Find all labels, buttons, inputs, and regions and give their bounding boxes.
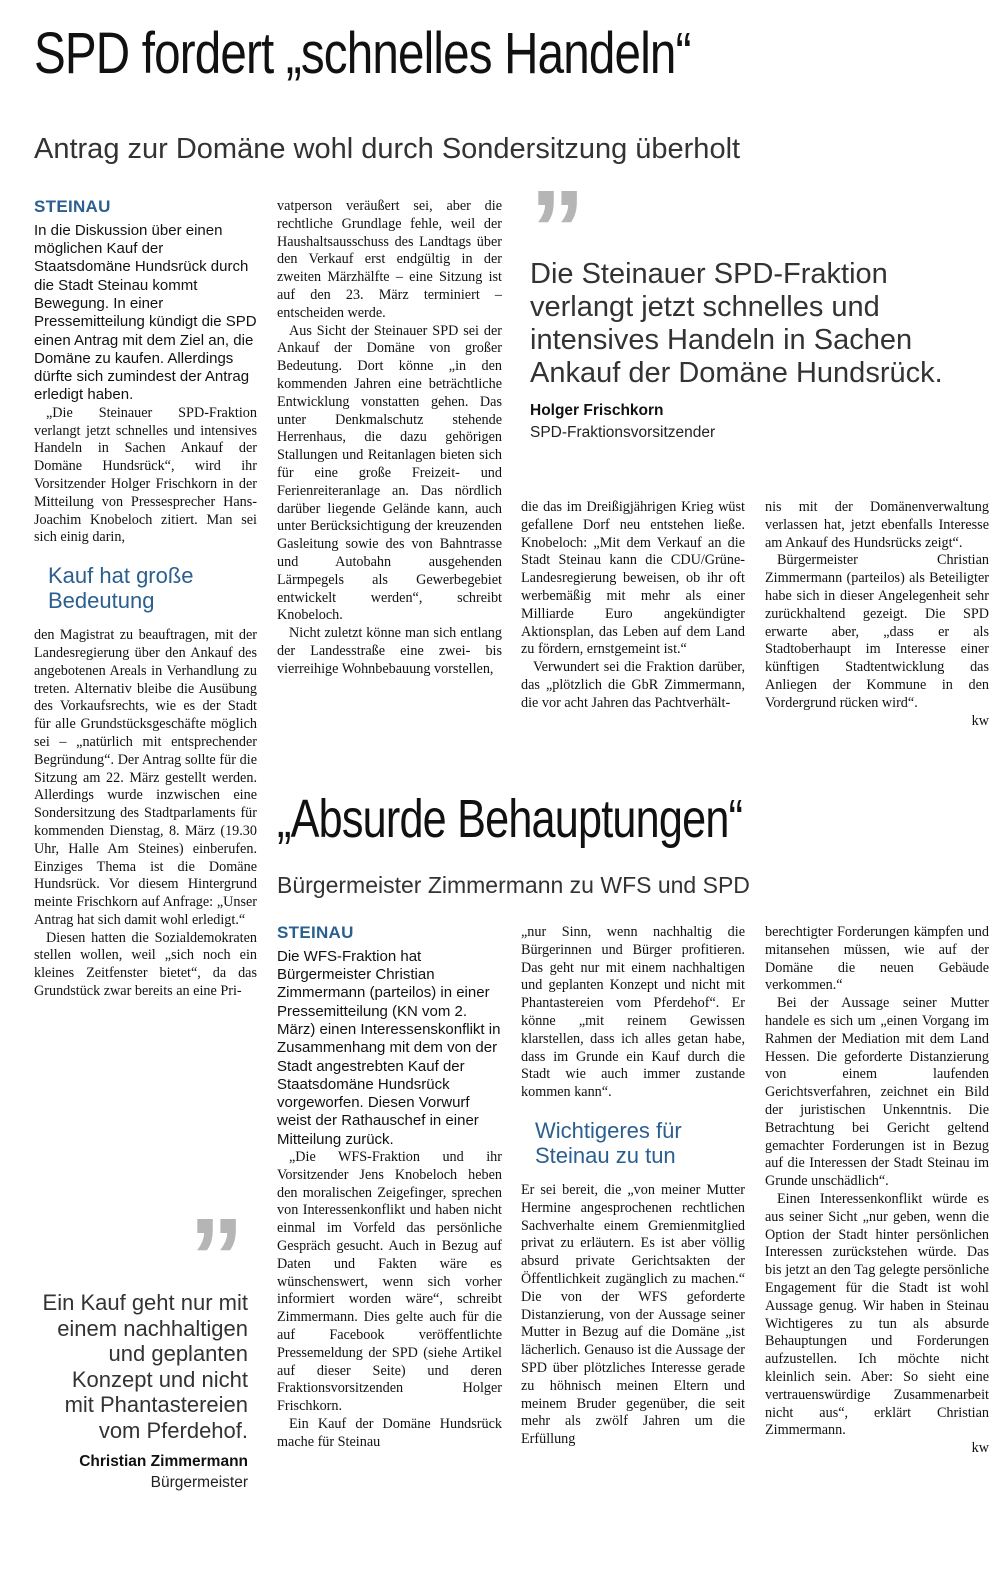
article2-col3-paragraph: berechtigter Forderungen kämpfen und mitansehen müssen, wie auf der Domäne die neuen Gebäude verkommen.“ [765, 924, 989, 994]
article1-col2-paragraph: vatperson veräußert sei, aber die rechtliche Grundlage fehle, weil der Haushaltsausschuss des Landtags über den Verkauf erst endgültig in der zweiten Märzhälfte – eine Sitzung ist auf den 23. März terminiert – entscheiden werde. [277, 198, 502, 321]
article2-column-2 [521, 924, 745, 1449]
article1-col2-paragraph: Nicht zuletzt könne man sich entlang der Landesstraße eine zwei- bis vierreihige Wohnbebauung vorstellen, [277, 625, 502, 677]
article2-headline: „Absurde Behauptungen“ [277, 789, 743, 849]
article2-col2-paragraph: „nur Sinn, wenn nachhaltig die Bürgerinnen und Bürger profitieren. Das geht nur mit einem nachhaltigen und geplanten Konzept und nicht mit Phantastereien vom Pferdehof“. Er könne „mit reinem Gewissen klarstellen, dass ich alles getan habe, dass im Grunde ein Kauf durch die Stadt wie auch immer zustande kommen kann“. [521, 924, 745, 1101]
article2-quote-text: Ein Kauf geht nur mit einem nachhaltigen und geplanten Konzept und nicht mit Phantastereien vom Pferdehof. [42, 1290, 248, 1443]
article2-col1-paragraph: „Die WFS-Fraktion und ihr Vorsitzender Jens Knobeloch heben den moralischen Zeigefinger, sprechen von Interessenkonflikt und haben nicht einmal im Vorfeld das persönliche Gespräch gesucht. Auch in Bezug auf Daten und Fakten wäre es wünschenswert, wenn sich vorher informiert worden wäre“, schreibt Zimmermann. Dies gelte auch für die auf Facebook veröffentlichte Pressemeldung der SPD (siehe Artikel auf dieser Seite) und deren Fraktionsvorsitzenden Holger Frischkorn. [277, 1149, 502, 1415]
article2-signature: kw [971, 1440, 989, 1457]
article1-pull-quote [530, 168, 970, 442]
article1-col3-paragraph: die das im Dreißigjährigen Krieg wüst gefallene Dorf neu entstehen ließe. Knobeloch: „Mit dem Verkauf an die Stadt Steinau kann die CDU/Grüne-Landesregierung beweisen, ob ihr oft werbemäßig mit mehr als einer Milliarde Euro angekündigter Aktionsplan, das Leben auf dem Land zu fördern, ernstgemeint ist.“ [521, 499, 745, 658]
article2-dateline: STEINAU [277, 923, 354, 942]
article2-quote-author: Christian Zimmermann [79, 1453, 248, 1470]
article1-column-1 [34, 198, 257, 1001]
article1-col2-paragraph: Aus Sicht der Steinauer SPD sei der Ankauf der Domäne von großer Bedeutung. Dort könne „in den kommenden Jahren eine beträchtliche Entwicklung vonstatten gehen. Das unter Denkmalschutz stehende Herrenhaus, die dazu gehörigen Stallungen und Reitanlagen bieten sich für eine große Freizeit- und Ferienreiteranlage an. Das nördlich darüber liegende Gelände kann, auch unter Berücksichtigung der kreuzenden Gasleitung sowie des von Bahntrasse und Autobahn ausgehenden Lärmpegels als Gewerbegebiet entwickelt werden“, schreibt Knobeloch. [277, 322, 502, 624]
article2-col1-paragraph: Ein Kauf der Domäne Hundsrück mache für Steinau [277, 1416, 502, 1450]
article1-col4-paragraph: nis mit der Domänenverwaltung verlassen hat, jetzt ebenfalls Interesse am Ankauf des Hundsrücks zeigt“. [765, 499, 989, 551]
article1-quote-text: Die Steinauer SPD-Fraktion verlangt jetzt schnelles und intensives Handeln in Sachen Ankauf der Domäne Hundsrück. [530, 258, 943, 389]
article1-headline: SPD fordert „schnelles Handeln“ [34, 21, 691, 86]
article1-quote-role: SPD-Fraktionsvorsitzender [530, 424, 716, 441]
article1-subheadline: Antrag zur Domäne wohl durch Sondersitzung überholt [34, 133, 741, 165]
article1-col4-paragraph: Bürgermeister Christian Zimmermann (parteilos) als Beteiligter habe sich in dieser Angelegenheit sehr zurückhaltend gezeigt. Die SPD erwarte aber, „dass er als Stadtoberhaupt im Interesse einer künftigen Stadtentwicklung das Anliegen der Kommune in den Vordergrund rücken wird“. [765, 552, 989, 711]
article1-column-2 [277, 198, 502, 679]
article1-col1-paragraph: den Magistrat zu beauftragen, mit der Landesregierung über den Ankauf des angebotenen Areals in Verhandlung zu treten. Alternativ bleibe die Ausübung des Vorkaufsrechts, wie es der Stadt für alle Grundstücksgeschäfte möglich sei – „natürlich mit entsprechender Begründung“. Der Antrag sollte für die Sitzung am 22. März gestellt werden. Allerdings wurde inzwischen eine Sondersitzung des Stadtparlaments für kommenden Dienstag, 8. März (19.30 Uhr, Halle Am Steines) einberufen. Einziges Thema ist die Domäne Hundsrück. Vor diesem Hintergrund meinte Frischkorn auf Anfrage: „Unser Antrag hat sich damit wohl erledigt.“ [34, 627, 257, 928]
article2-col3-paragraph: Bei der Aussage seiner Mutter handele es sich um „einen Vorgang im Rahmen der Mediation mit dem Land Hessen. Die geforderte Distanzierung von einem laufenden Gerichtsverfahren, zeichnet ein Bild der juristischen Unkenntnis. Die Betrachtung bei Gericht geltend gemachter Forderungen ist in Bezug auf die Interessen der Stadt Steinau im Grunde unschädlich“. [765, 995, 989, 1190]
article1-col1-paragraph: „Die Steinauer SPD-Fraktion verlangt jetzt schnelles und intensives Handeln in Sachen Ankauf der Domäne Hundsrück“, wird ihr Vorsitzender Holger Frischkorn in der Mitteilung von Pressesprecher Hans-Joachim Knobeloch zitiert. Man sei sich einig darin, [34, 404, 257, 546]
article1-signature: kw [971, 712, 989, 729]
article2-column-1 [277, 924, 502, 1452]
article1-column-4 [765, 499, 989, 730]
article1-column-3 [521, 499, 745, 713]
article2-col3-paragraph: Einen Interessenkonflikt würde es aus seiner Sicht „nur geben, wenn die Option der Stadt hinter persönlichen Interessen zurückstehen würde. Das bis jetzt an den Tag gelegte persönliche Engagement für die Stadt ist wohl Aussage genug. Wir haben in Steinau Wichtigeres zu tun als absurde Behauptungen und Forderungen aufzustellen. Ich möchte nicht kleinlich sein. Aber: So sieht eine vertrauenswürdige Zusammenarbeit nicht aus“, erklärt Christian Zimmermann. [765, 1190, 989, 1439]
quote-mark-icon: ” [530, 168, 585, 291]
article2-col2-paragraph: Er sei bereit, die „von meiner Mutter Hermine angesprochenen rechtlichen Sachverhalte einem Gremienmitglied privat zu erläutern. Es ist aber völlig absurd private Gerichtsakten der Öffentlichkeit zugänglich zu machen.“ Die von der WFS geforderte Distanzierung, von der Aussage seiner Mutter in Bezug auf die Domäne „ist lächerlich. Genauso ist die Aussage der SPD über plötzliches Interesse gerade zu höhnisch meinen Eltern und meinem Bruder gegenüber, die seit mehr als zwölf Jahren um die Erfüllung [521, 1181, 745, 1448]
article1-col1-paragraph: Diesen hatten die Sozialdemokraten stellen wollen, weil „sich noch ein kleines Zeitfenster bietet“, da das Grundstück zwar bereits an eine Pri- [34, 929, 257, 1000]
article2-subhead-wichtigeres: Wichtigeres für Steinau zu tun [535, 1117, 682, 1168]
article2-quote-role: Bürgermeister [150, 1474, 248, 1491]
quote-mark-icon: ” [189, 1196, 244, 1319]
article2-subheadline: Bürgermeister Zimmermann zu WFS und SPD [277, 872, 750, 898]
article1-subhead-kauf: Kauf hat große Bedeutung [48, 563, 194, 614]
article1-quote-author: Holger Frischkorn [530, 402, 664, 419]
article2-pull-quote [40, 1196, 248, 1492]
article2-column-3 [765, 924, 989, 1458]
article1-dateline: STEINAU [34, 197, 111, 216]
article1-lead: In die Diskussion über einen möglichen Kauf der Staatsdomäne Hundsrück durch die Stadt Steinau kommt Bewegung. In einer Pressemitteilung kündigt die SPD einen Antrag mit dem Ziel an, die Domäne zu kaufen. Allerdings dürfte sich zumindest der Antrag erledigt haben. [34, 221, 257, 404]
article2-lead: Die WFS-Fraktion hat Bürgermeister Christian Zimmermann (parteilos) in einer Pressemitteilung (KN vom 2. März) einen Interessenskonflikt in Zusammenhang mit dem von der Stadt angestrebten Kauf der Staatsdomäne Hundsrück vorgeworfen. Diesen Vorwurf weist der Rathauschef in einer Mitteilung zurück. [277, 947, 501, 1148]
article1-col3-paragraph: Verwundert sei die Fraktion darüber, das „plötzlich die GbR Zimmermann, die vor acht Jahren das Pachtverhält- [521, 659, 745, 711]
